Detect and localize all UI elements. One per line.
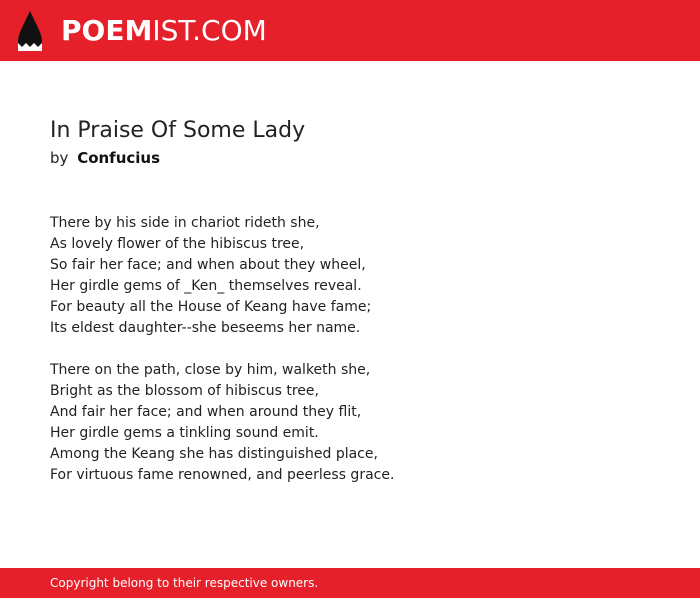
footer-copyright: Copyright belong to their respective owners. bbox=[50, 576, 319, 590]
poem-body bbox=[50, 213, 650, 486]
poem-line: So fair her face; and when about they wheel, bbox=[50, 257, 366, 273]
site-footer bbox=[0, 568, 700, 598]
poem-line: Among the Keang she has distinguished place, bbox=[50, 446, 378, 462]
poem-line: Her girdle gems of _Ken_ themselves reveal. bbox=[50, 278, 362, 294]
poem-line: Bright as the blossom of hibiscus tree, bbox=[50, 383, 319, 399]
author-link[interactable]: Confucius bbox=[77, 149, 161, 167]
pen-nib-icon bbox=[17, 10, 43, 52]
poem-title: In Praise Of Some Lady bbox=[50, 118, 306, 143]
by-label: by bbox=[50, 149, 69, 167]
logo-text-light: IST.COM bbox=[152, 14, 267, 47]
poem-stanza bbox=[50, 213, 650, 339]
poem-content bbox=[50, 116, 650, 507]
poem-line: For beauty all the House of Keang have fame; bbox=[50, 299, 372, 315]
poem-line: Her girdle gems a tinkling sound emit. bbox=[50, 425, 319, 441]
poem-byline bbox=[50, 147, 650, 169]
poem-stanza bbox=[50, 360, 650, 486]
poem-line: There by his side in chariot rideth she, bbox=[50, 215, 320, 231]
site-logo-text bbox=[61, 10, 267, 52]
poem-line: Its eldest daughter--she beseems her name. bbox=[50, 320, 361, 336]
logo-text-bold: POEM bbox=[61, 14, 153, 47]
poem-line: For virtuous fame renowned, and peerless grace. bbox=[50, 467, 395, 483]
poem-line: And fair her face; and when around they flit, bbox=[50, 404, 362, 420]
site-logo-link[interactable] bbox=[17, 10, 267, 52]
poem-line: There on the path, close by him, walketh she, bbox=[50, 362, 371, 378]
site-header bbox=[0, 0, 700, 61]
poem-line: As lovely flower of the hibiscus tree, bbox=[50, 236, 305, 252]
